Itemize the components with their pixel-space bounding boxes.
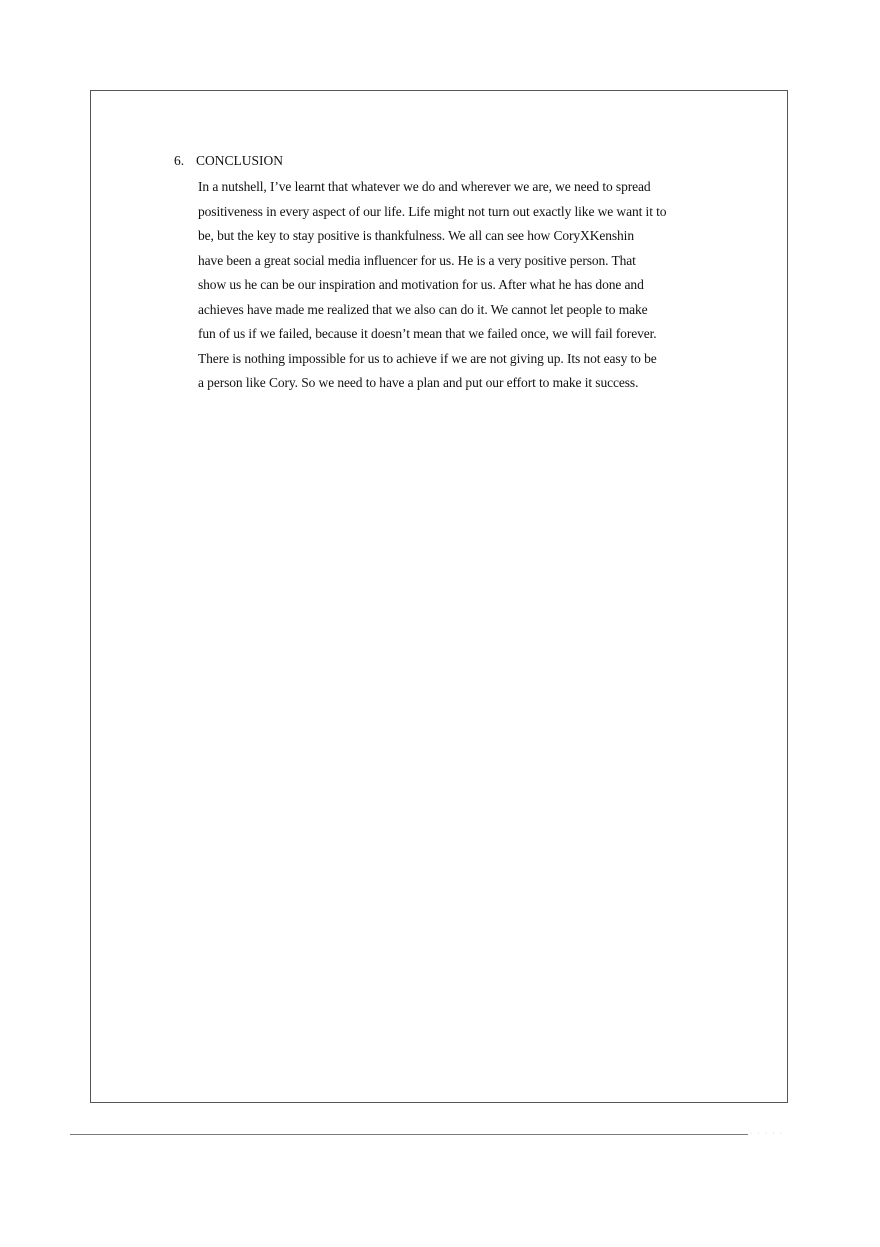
conclusion-paragraph — [198, 175, 698, 396]
section-heading — [174, 151, 283, 171]
section-title: CONCLUSION — [196, 153, 284, 168]
paragraph-line: be, but the key to stay positive is thankfulness. We all can see how CoryXKenshin — [198, 228, 634, 243]
paragraph-line: have been a great social media influencer for us. He is a very positive person. That — [198, 252, 636, 268]
footer-divider — [70, 1134, 748, 1135]
paragraph-line: positiveness in every aspect of our life. Life might not turn out exactly like we want it to — [198, 203, 667, 219]
paragraph-line: a person like Cory. So we need to have a plan and put our effort to make it success. — [198, 375, 639, 390]
paragraph-line: In a nutshell, I’ve learnt that whatever we do and wherever we are, we need to spread — [198, 179, 651, 194]
paragraph-line: show us he can be our inspiration and motivation for us. After what he has done and — [198, 277, 644, 292]
section-number: 6. — [174, 153, 185, 168]
paragraph-line: fun of us if we failed, because it doesn’t mean that we failed once, we will fail forever. — [198, 326, 657, 341]
paragraph-line: achieves have made me realized that we also can do it. We cannot let people to make — [198, 301, 648, 317]
footer-marks: · · · · · — [750, 1131, 784, 1137]
paragraph-line: There is nothing impossible for us to achieve if we are not giving up. Its not easy to be — [198, 350, 657, 366]
